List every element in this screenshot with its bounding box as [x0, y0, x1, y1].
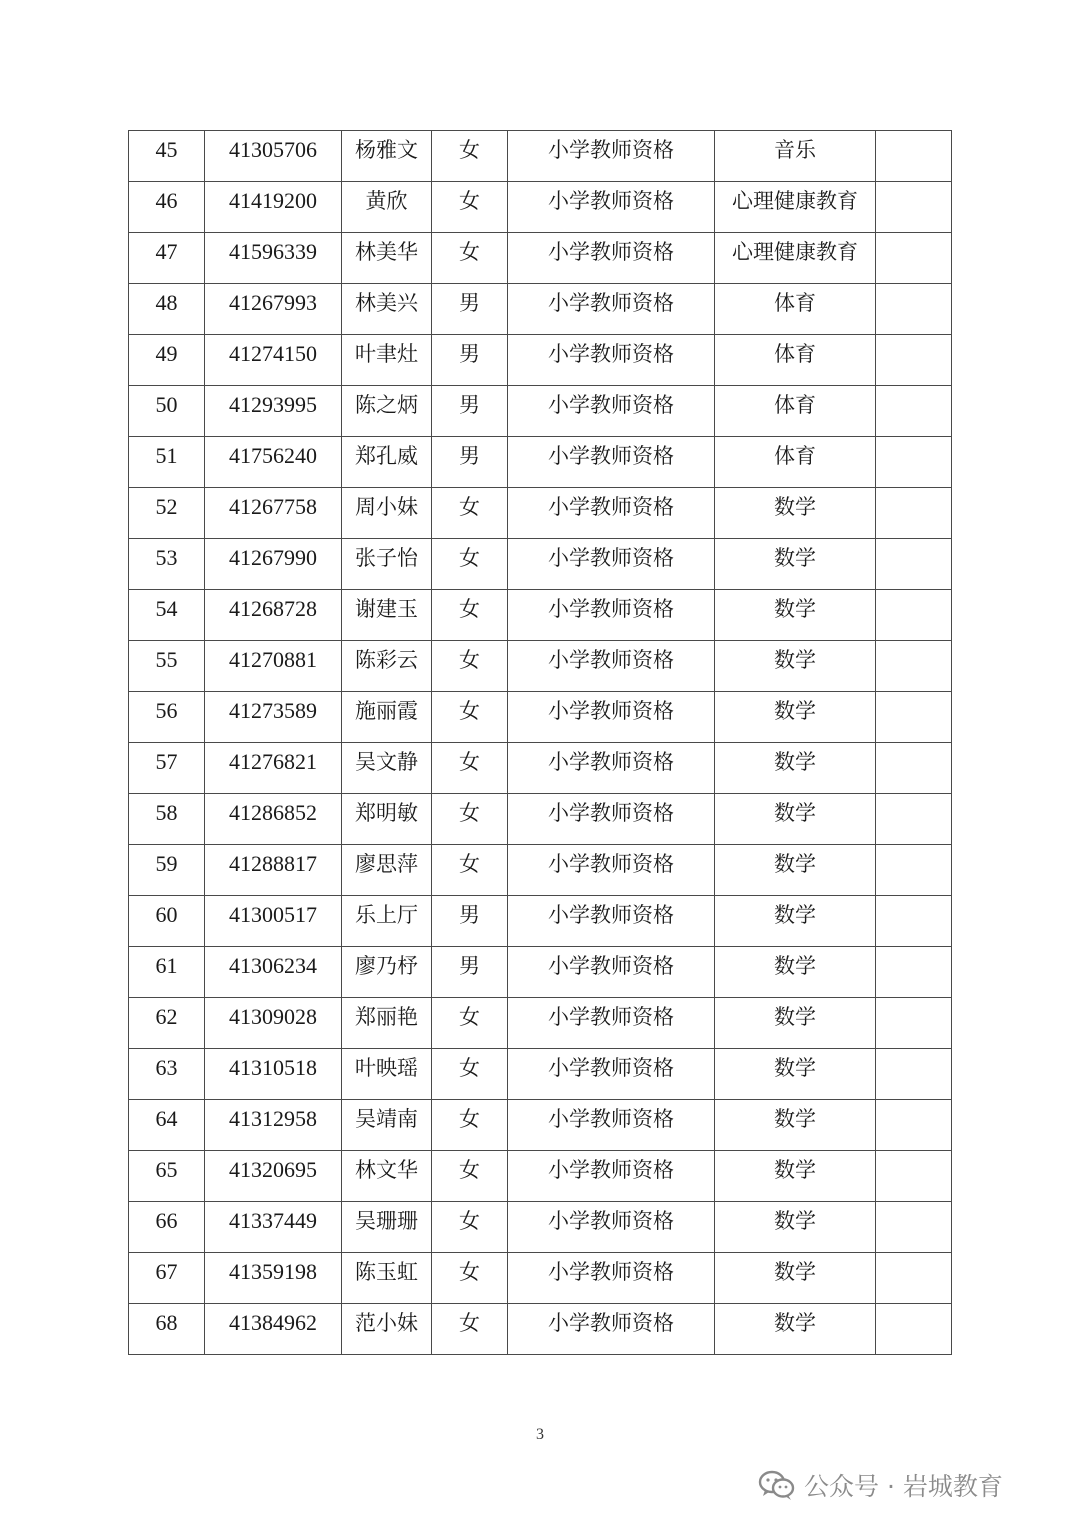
wechat-icon — [758, 1469, 796, 1501]
candidate-id: 41286852 — [205, 794, 342, 845]
candidate-id: 41267990 — [205, 539, 342, 590]
table-row — [129, 1304, 952, 1355]
candidate-gender: 女 — [432, 1253, 508, 1304]
row-index: 60 — [129, 896, 205, 947]
candidate-gender: 女 — [432, 1304, 508, 1355]
candidate-gender: 男 — [432, 437, 508, 488]
subject: 数学 — [715, 845, 876, 896]
table-row — [129, 896, 952, 947]
candidate-id: 41320695 — [205, 1151, 342, 1202]
page-number: 3 — [536, 1426, 544, 1443]
note-cell — [876, 1151, 952, 1202]
note-cell — [876, 131, 952, 182]
candidate-gender: 女 — [432, 998, 508, 1049]
note-cell — [876, 743, 952, 794]
qualification-type: 小学教师资格 — [508, 1202, 715, 1253]
row-index: 66 — [129, 1202, 205, 1253]
subject: 数学 — [715, 539, 876, 590]
qualification-type: 小学教师资格 — [508, 692, 715, 743]
note-cell — [876, 182, 952, 233]
note-cell — [876, 1100, 952, 1151]
candidate-id: 41312958 — [205, 1100, 342, 1151]
row-index: 53 — [129, 539, 205, 590]
subject: 数学 — [715, 998, 876, 1049]
note-cell — [876, 794, 952, 845]
note-cell — [876, 845, 952, 896]
candidate-name: 吴文静 — [342, 743, 432, 794]
qualification-type: 小学教师资格 — [508, 998, 715, 1049]
candidate-gender: 女 — [432, 1049, 508, 1100]
candidate-id: 41270881 — [205, 641, 342, 692]
row-index: 51 — [129, 437, 205, 488]
qualification-type: 小学教师资格 — [508, 947, 715, 998]
table-row — [129, 1202, 952, 1253]
watermark-text: 公众号 · 岩城教育 — [804, 1472, 1003, 1501]
table-row — [129, 233, 952, 284]
candidate-id: 41306234 — [205, 947, 342, 998]
table-row — [129, 947, 952, 998]
table-row — [129, 743, 952, 794]
candidate-gender: 女 — [432, 692, 508, 743]
candidate-id: 41268728 — [205, 590, 342, 641]
candidate-name: 张子怡 — [342, 539, 432, 590]
table-row — [129, 335, 952, 386]
candidate-id: 41310518 — [205, 1049, 342, 1100]
row-index: 49 — [129, 335, 205, 386]
candidate-name: 郑孔威 — [342, 437, 432, 488]
table-row — [129, 1049, 952, 1100]
candidate-id: 41273589 — [205, 692, 342, 743]
qualification-type: 小学教师资格 — [508, 794, 715, 845]
subject: 数学 — [715, 1304, 876, 1355]
candidate-gender: 男 — [432, 284, 508, 335]
candidate-name: 林文华 — [342, 1151, 432, 1202]
qualification-type: 小学教师资格 — [508, 233, 715, 284]
subject: 数学 — [715, 641, 876, 692]
candidate-id: 41276821 — [205, 743, 342, 794]
candidate-gender: 男 — [432, 335, 508, 386]
candidate-gender: 女 — [432, 794, 508, 845]
candidate-name: 郑明敏 — [342, 794, 432, 845]
qualification-type: 小学教师资格 — [508, 335, 715, 386]
candidate-id: 41596339 — [205, 233, 342, 284]
watermark — [758, 1465, 1003, 1505]
subject: 心理健康教育 — [715, 182, 876, 233]
candidate-name: 郑丽艳 — [342, 998, 432, 1049]
candidate-gender: 女 — [432, 1100, 508, 1151]
row-index: 58 — [129, 794, 205, 845]
note-cell — [876, 641, 952, 692]
candidate-gender: 女 — [432, 233, 508, 284]
candidate-name: 陈之炳 — [342, 386, 432, 437]
subject: 音乐 — [715, 131, 876, 182]
roster-body — [129, 131, 952, 1355]
qualification-type: 小学教师资格 — [508, 131, 715, 182]
row-index: 45 — [129, 131, 205, 182]
candidate-id: 41267758 — [205, 488, 342, 539]
candidate-id: 41359198 — [205, 1253, 342, 1304]
candidate-gender: 女 — [432, 743, 508, 794]
candidate-gender: 女 — [432, 488, 508, 539]
candidate-name: 廖思萍 — [342, 845, 432, 896]
subject: 数学 — [715, 947, 876, 998]
qualification-type: 小学教师资格 — [508, 539, 715, 590]
subject: 数学 — [715, 1151, 876, 1202]
note-cell — [876, 1304, 952, 1355]
row-index: 48 — [129, 284, 205, 335]
note-cell — [876, 998, 952, 1049]
candidate-id: 41756240 — [205, 437, 342, 488]
row-index: 52 — [129, 488, 205, 539]
subject: 数学 — [715, 1100, 876, 1151]
note-cell — [876, 233, 952, 284]
candidate-name: 叶聿灶 — [342, 335, 432, 386]
table-row — [129, 794, 952, 845]
candidate-id: 41305706 — [205, 131, 342, 182]
table-row — [129, 590, 952, 641]
row-index: 46 — [129, 182, 205, 233]
table-row — [129, 1151, 952, 1202]
candidate-gender: 女 — [432, 131, 508, 182]
candidate-name: 陈彩云 — [342, 641, 432, 692]
candidate-gender: 女 — [432, 641, 508, 692]
candidate-name: 吴靖南 — [342, 1100, 432, 1151]
candidate-id: 41309028 — [205, 998, 342, 1049]
candidate-gender: 女 — [432, 182, 508, 233]
roster-table — [128, 130, 952, 1355]
table-row — [129, 437, 952, 488]
candidate-gender: 女 — [432, 845, 508, 896]
table-row — [129, 386, 952, 437]
row-index: 57 — [129, 743, 205, 794]
candidate-id: 41384962 — [205, 1304, 342, 1355]
candidate-name: 施丽霞 — [342, 692, 432, 743]
candidate-name: 吴珊珊 — [342, 1202, 432, 1253]
candidate-gender: 男 — [432, 896, 508, 947]
candidate-name: 周小妹 — [342, 488, 432, 539]
subject: 体育 — [715, 284, 876, 335]
candidate-id: 41288817 — [205, 845, 342, 896]
candidate-name: 乐上厅 — [342, 896, 432, 947]
candidate-name: 黄欣 — [342, 182, 432, 233]
subject: 数学 — [715, 1049, 876, 1100]
candidate-id: 41274150 — [205, 335, 342, 386]
candidate-name: 叶映瑶 — [342, 1049, 432, 1100]
candidate-id: 41300517 — [205, 896, 342, 947]
candidate-gender: 女 — [432, 1151, 508, 1202]
candidate-name: 范小妹 — [342, 1304, 432, 1355]
subject: 体育 — [715, 386, 876, 437]
table-row — [129, 641, 952, 692]
subject: 数学 — [715, 794, 876, 845]
row-index: 59 — [129, 845, 205, 896]
qualification-type: 小学教师资格 — [508, 1253, 715, 1304]
note-cell — [876, 1049, 952, 1100]
candidate-gender: 女 — [432, 539, 508, 590]
table-row — [129, 284, 952, 335]
subject: 数学 — [715, 692, 876, 743]
candidate-name: 林美华 — [342, 233, 432, 284]
candidate-name: 林美兴 — [342, 284, 432, 335]
qualification-type: 小学教师资格 — [508, 182, 715, 233]
candidate-id: 41293995 — [205, 386, 342, 437]
subject: 数学 — [715, 896, 876, 947]
note-cell — [876, 896, 952, 947]
note-cell — [876, 1253, 952, 1304]
subject: 体育 — [715, 437, 876, 488]
subject: 体育 — [715, 335, 876, 386]
candidate-gender: 女 — [432, 1202, 508, 1253]
subject: 心理健康教育 — [715, 233, 876, 284]
row-index: 67 — [129, 1253, 205, 1304]
note-cell — [876, 692, 952, 743]
row-index: 54 — [129, 590, 205, 641]
note-cell — [876, 590, 952, 641]
note-cell — [876, 284, 952, 335]
table-row — [129, 998, 952, 1049]
qualification-type: 小学教师资格 — [508, 641, 715, 692]
candidate-gender: 男 — [432, 386, 508, 437]
subject: 数学 — [715, 590, 876, 641]
note-cell — [876, 437, 952, 488]
subject: 数学 — [715, 488, 876, 539]
note-cell — [876, 1202, 952, 1253]
row-index: 64 — [129, 1100, 205, 1151]
table-row — [129, 182, 952, 233]
note-cell — [876, 488, 952, 539]
table-row — [129, 539, 952, 590]
table-row — [129, 692, 952, 743]
candidate-gender: 男 — [432, 947, 508, 998]
table-row — [129, 131, 952, 182]
candidate-name: 廖乃杼 — [342, 947, 432, 998]
note-cell — [876, 335, 952, 386]
qualification-type: 小学教师资格 — [508, 488, 715, 539]
qualification-type: 小学教师资格 — [508, 284, 715, 335]
subject: 数学 — [715, 743, 876, 794]
qualification-type: 小学教师资格 — [508, 845, 715, 896]
table-row — [129, 1100, 952, 1151]
qualification-type: 小学教师资格 — [508, 1049, 715, 1100]
qualification-type: 小学教师资格 — [508, 1100, 715, 1151]
qualification-type: 小学教师资格 — [508, 386, 715, 437]
qualification-type: 小学教师资格 — [508, 1151, 715, 1202]
qualification-type: 小学教师资格 — [508, 437, 715, 488]
row-index: 68 — [129, 1304, 205, 1355]
subject: 数学 — [715, 1253, 876, 1304]
candidate-id: 41337449 — [205, 1202, 342, 1253]
qualification-type: 小学教师资格 — [508, 743, 715, 794]
table-row — [129, 1253, 952, 1304]
row-index: 63 — [129, 1049, 205, 1100]
row-index: 61 — [129, 947, 205, 998]
qualification-type: 小学教师资格 — [508, 590, 715, 641]
candidate-gender: 女 — [432, 590, 508, 641]
row-index: 62 — [129, 998, 205, 1049]
table-row — [129, 845, 952, 896]
candidate-id: 41419200 — [205, 182, 342, 233]
candidate-name: 杨雅文 — [342, 131, 432, 182]
note-cell — [876, 539, 952, 590]
candidate-name: 陈玉虹 — [342, 1253, 432, 1304]
row-index: 50 — [129, 386, 205, 437]
candidate-name: 谢建玉 — [342, 590, 432, 641]
note-cell — [876, 947, 952, 998]
row-index: 56 — [129, 692, 205, 743]
qualification-type: 小学教师资格 — [508, 1304, 715, 1355]
row-index: 55 — [129, 641, 205, 692]
table-row — [129, 488, 952, 539]
candidate-id: 41267993 — [205, 284, 342, 335]
row-index: 47 — [129, 233, 205, 284]
note-cell — [876, 386, 952, 437]
qualification-type: 小学教师资格 — [508, 896, 715, 947]
subject: 数学 — [715, 1202, 876, 1253]
row-index: 65 — [129, 1151, 205, 1202]
